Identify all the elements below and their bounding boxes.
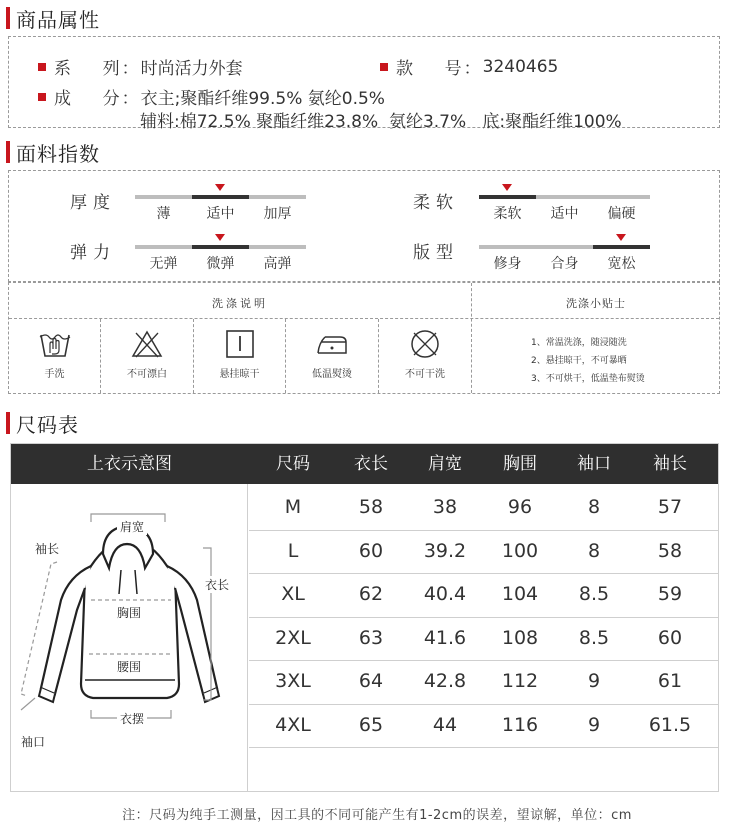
attr-series bbox=[38, 54, 243, 79]
col-header: 肩宽 bbox=[428, 454, 462, 474]
section-title-text: 尺码表 bbox=[16, 412, 79, 437]
table-cell: XL bbox=[281, 583, 305, 605]
fabric-scale-bar bbox=[135, 245, 306, 249]
fabric-option-label: 微弹 bbox=[206, 256, 235, 272]
section-title-text: 面料指数 bbox=[16, 141, 100, 166]
care-caption: 手洗 bbox=[44, 369, 65, 380]
attr-composition-line2: 辅料:棉72.5% 聚酯纤维23.8% 氨纶3.7% 底:聚酯纤维100% bbox=[140, 112, 622, 132]
fabric-option-label: 无弹 bbox=[149, 256, 178, 272]
table-cell: 9 bbox=[587, 670, 601, 692]
fabric-index-label: 版型 bbox=[413, 243, 459, 263]
label-sleeve: 袖长 bbox=[35, 542, 60, 556]
care-caption: 悬挂晾干 bbox=[219, 369, 260, 380]
fabric-option-label: 适中 bbox=[206, 206, 235, 222]
table-cell: 9 bbox=[587, 713, 601, 736]
table-cell: 8.5 bbox=[578, 583, 610, 605]
fabric-scale-segment bbox=[593, 195, 650, 199]
table-cell: 39.2 bbox=[423, 539, 467, 562]
fabric-scale-segment bbox=[536, 195, 593, 199]
section-title-attributes bbox=[6, 6, 100, 30]
attr-model-label: 款 号： bbox=[396, 59, 483, 79]
label-length: 衣长 bbox=[205, 578, 230, 592]
table-cell: M bbox=[284, 496, 302, 518]
table-cell: 63 bbox=[358, 626, 384, 649]
care-item-hand-wash bbox=[9, 321, 100, 391]
fabric-index-label: 柔软 bbox=[413, 193, 459, 213]
care-box bbox=[8, 282, 720, 394]
care-tip: 2、悬挂晾干，不可暴晒 bbox=[531, 356, 627, 366]
table-cell: 59 bbox=[657, 583, 683, 605]
fabric-scale-segment bbox=[135, 195, 192, 199]
table-cell: 2XL bbox=[275, 626, 311, 649]
hoodie-diagram bbox=[11, 484, 248, 791]
fabric-scale-bar bbox=[479, 245, 650, 249]
fabric-scale-segment bbox=[536, 245, 593, 249]
bullet-square bbox=[380, 63, 388, 71]
accent-bar bbox=[6, 412, 10, 434]
size-table-header bbox=[11, 444, 718, 484]
selected-marker-icon bbox=[616, 234, 626, 241]
fabric-option-label: 合身 bbox=[550, 256, 579, 272]
table-cell: 44 bbox=[432, 713, 458, 736]
attr-composition bbox=[38, 84, 385, 109]
hand-wash-icon bbox=[38, 329, 72, 359]
care-caption: 低温熨烫 bbox=[312, 369, 352, 380]
label-waist: 腰围 bbox=[117, 660, 142, 674]
table-cell: 58 bbox=[358, 496, 384, 518]
attr-composition-label: 成 分： bbox=[54, 89, 141, 109]
selected-marker-icon bbox=[215, 234, 225, 241]
care-header-line bbox=[9, 318, 719, 319]
col-header: 袖口 bbox=[577, 454, 611, 474]
care-caption: 不可干洗 bbox=[405, 369, 445, 380]
selected-marker-icon bbox=[215, 184, 225, 191]
table-cell: 4XL bbox=[275, 713, 311, 736]
care-tip: 1、常温洗涤，随浸随洗 bbox=[531, 338, 627, 348]
table-cell: 61 bbox=[657, 670, 683, 692]
label-chest: 胸围 bbox=[117, 606, 142, 620]
fabric-scale-segment bbox=[192, 245, 249, 249]
table-cell: 64 bbox=[358, 670, 384, 692]
fabric-scale-bar bbox=[479, 195, 650, 199]
fabric-option-label: 宽松 bbox=[607, 256, 636, 272]
table-cell: 58 bbox=[657, 539, 683, 562]
col-header: 尺码 bbox=[276, 454, 310, 474]
bullet-square bbox=[38, 93, 46, 101]
care-item-no-bleach bbox=[101, 321, 193, 391]
wash-header: 洗涤说明 bbox=[212, 297, 268, 310]
label-shoulder: 肩宽 bbox=[117, 518, 147, 535]
no-bleach-icon bbox=[130, 329, 164, 359]
selected-marker-icon bbox=[502, 184, 512, 191]
table-cell: 62 bbox=[358, 583, 384, 605]
table-cell: 42.8 bbox=[423, 670, 467, 692]
diagram-header: 上衣示意图 bbox=[87, 454, 172, 474]
table-cell: 108 bbox=[501, 626, 539, 649]
col-header: 袖长 bbox=[653, 454, 687, 474]
label-cuff: 袖口 bbox=[21, 735, 46, 749]
fabric-scale-segment bbox=[479, 245, 536, 249]
fabric-scale-segment bbox=[479, 195, 536, 199]
label-hem: 衣摆 bbox=[117, 710, 147, 727]
table-cell: 65 bbox=[358, 713, 384, 736]
tips-header: 洗涤小贴士 bbox=[566, 297, 626, 310]
table-row-divider bbox=[249, 747, 718, 748]
fabric-option-label: 加厚 bbox=[263, 206, 292, 222]
fabric-scale-segment bbox=[135, 245, 192, 249]
table-cell: 38 bbox=[432, 496, 458, 518]
table-cell: 112 bbox=[501, 670, 539, 692]
care-item-low-iron bbox=[286, 321, 378, 391]
table-cell: L bbox=[287, 539, 299, 562]
table-cell: 100 bbox=[501, 539, 539, 562]
table-cell: 8 bbox=[587, 539, 601, 562]
fabric-scale-segment bbox=[249, 195, 306, 199]
table-cell: 8 bbox=[587, 496, 601, 518]
attr-composition-line1: 衣主;聚酯纤维99.5% 氨纶0.5% bbox=[140, 89, 385, 109]
table-cell: 60 bbox=[358, 539, 384, 562]
table-cell: 3XL bbox=[275, 670, 311, 692]
section-title-fabric bbox=[6, 140, 100, 164]
care-caption: 不可漂白 bbox=[127, 369, 167, 380]
col-header: 衣长 bbox=[354, 454, 388, 474]
bullet-square bbox=[38, 63, 46, 71]
fabric-index-label: 厚度 bbox=[70, 193, 116, 213]
fabric-option-label: 薄 bbox=[156, 206, 171, 222]
attr-series-value: 时尚活力外套 bbox=[140, 59, 243, 79]
table-cell: 104 bbox=[501, 583, 539, 605]
accent-bar bbox=[6, 7, 10, 29]
measurement-note: 注：尺码为纯手工测量，因工具的不同可能产生有1-2cm的误差，望谅解，单位：cm bbox=[122, 808, 632, 823]
hang-dry-icon bbox=[223, 329, 257, 359]
table-cell: 96 bbox=[507, 496, 533, 518]
fabric-option-label: 偏硬 bbox=[607, 206, 636, 222]
care-tip: 3、不可烘干，低温垫布熨烫 bbox=[531, 374, 645, 384]
size-table bbox=[10, 443, 719, 792]
fabric-option-label: 适中 bbox=[550, 206, 579, 222]
fabric-scale-segment bbox=[192, 195, 249, 199]
table-cell: 8.5 bbox=[578, 626, 610, 649]
fabric-option-label: 柔软 bbox=[493, 206, 522, 222]
fabric-index-label: 弹力 bbox=[70, 243, 116, 263]
fabric-scale-segment bbox=[249, 245, 306, 249]
table-cell: 61.5 bbox=[648, 713, 692, 736]
attr-model bbox=[380, 54, 558, 79]
attr-model-value: 3240465 bbox=[482, 56, 559, 77]
col-header: 胸围 bbox=[503, 454, 537, 474]
no-dry-clean-icon bbox=[408, 329, 442, 359]
care-item-hang-dry bbox=[194, 321, 285, 391]
table-cell: 116 bbox=[501, 713, 539, 736]
table-cell: 41.6 bbox=[423, 626, 467, 649]
attr-series-label: 系 列： bbox=[54, 59, 141, 79]
section-title-size bbox=[6, 411, 79, 435]
care-item-no-dry-clean bbox=[379, 321, 471, 391]
fabric-option-label: 修身 bbox=[493, 256, 522, 272]
fabric-scale-bar bbox=[135, 195, 306, 199]
table-cell: 40.4 bbox=[423, 583, 467, 605]
fabric-option-label: 高弹 bbox=[263, 256, 292, 272]
attr-composition-extra bbox=[140, 107, 622, 132]
table-cell: 57 bbox=[657, 496, 683, 518]
low-iron-icon bbox=[313, 329, 351, 359]
table-cell: 60 bbox=[657, 626, 683, 649]
fabric-scale-segment bbox=[593, 245, 650, 249]
accent-bar bbox=[6, 141, 10, 163]
section-title-text: 商品属性 bbox=[16, 7, 100, 32]
